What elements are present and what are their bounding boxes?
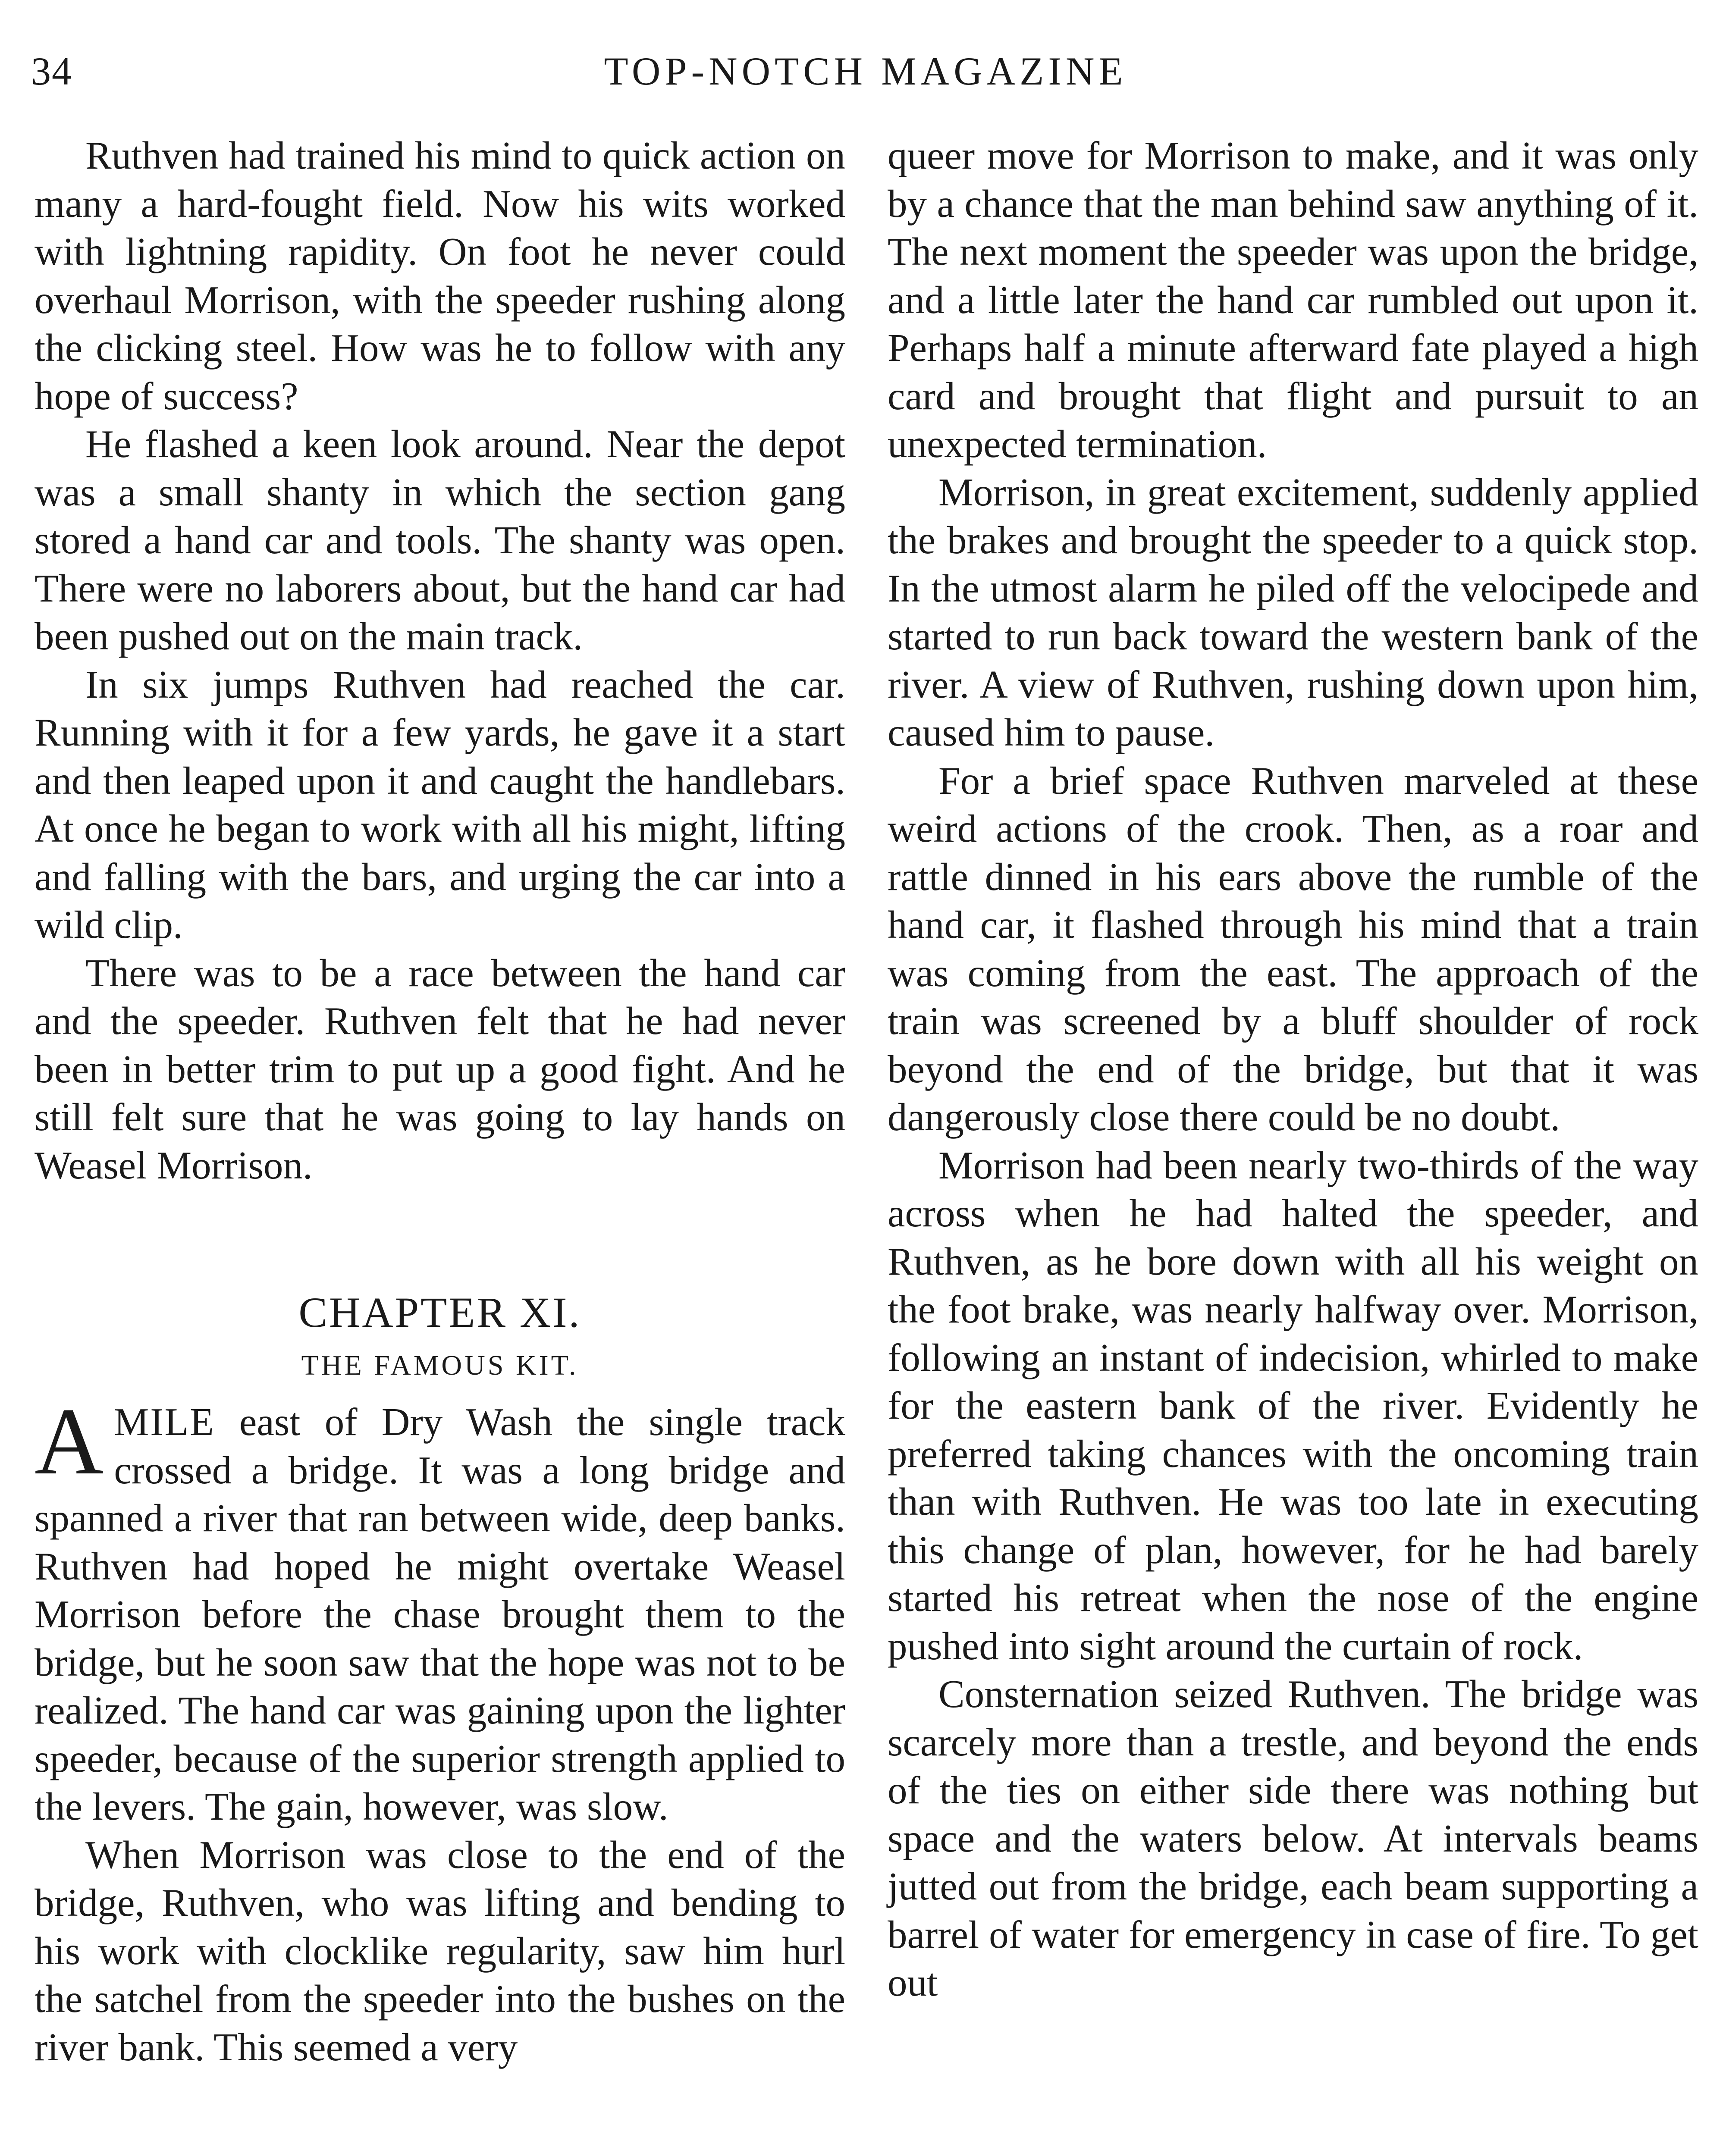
continued-paragraph: queer move for Morrison to make, and it was only by a chance that the man behind saw anything of it. The next moment the speeder was upon the bridge, and a little later the hand car rumbled out upon it. Perhaps half a minute afterward fate played a high card and brought that flight and pursuit to an unexpected termination. [888,134,1698,466]
paragraph: Ruthven had trained his mind to quick action on many a hard-fought field. Now his wits worked with lightning rapidity. On foot he never could overhaul Morrison, with the speeder rushing along the clicking steel. How was he to follow with any hope of success? [35,134,845,418]
chapter-subtitle: THE FAMOUS KIT. [301,1350,579,1381]
drop-cap: A [35,1388,104,1495]
paragraph: Consternation seized Ruthven. The bridge was scarcely more than a trestle, and beyond the ends of the ties on either side there was nothing but space and the waters below. At intervals beams jutted out from the bridge, each beam supporting a barrel of water for emergency in case of fire. To get out [888,1672,1698,2004]
paragraph: Morrison had been nearly two-thirds of the way across when he had halted the speeder, and Ruthven, as he bore down with all his weight on the foot brake, was nearly halfway over. Morrison, following an instant of indecision, whirled to make for the eastern bank of the river. Evidently he preferred taking chances with the oncoming train than with Ruthven. He was too late in executing this change of plan, however, for he had barely started his retreat when the nose of the engine pushed into sight around the curtain of rock. [888,1143,1698,1668]
page-header [31,45,1700,97]
paragraph: He flashed a keen look around. Near the depot was a small shanty in which the section gang stored a hand car and tools. The shanty was open. There were no laborers about, but the hand car had been pushed out on the main track. [35,422,845,658]
paragraph: Morrison, in great excitement, suddenly applied the brakes and brought the speeder to a quick stop. In the utmost alarm he piled off the velocipede and started to run back toward the western bank of the river. A view of Ruthven, rushing down upon him, caused him to pause. [888,470,1698,754]
page-number: 34 [31,49,72,93]
chapter-heading: CHAPTER XI. [298,1288,581,1336]
opening-word: MILE [114,1400,215,1444]
paragraph: When Morrison was close to the end of the bridge, Ruthven, who was lifting and bending to his work with clocklike regularity, saw him hurl the satchel from the speeder into the bushes on the river bank. This seemed a very [35,1833,845,2069]
paragraph: In six jumps Ruthven had reached the car. Running with it for a few yards, he gave it a start and then leaped upon it and caught the handlebars. At once he began to work with all his might, lifting and falling with the bars, and urging the car into a wild clip. [35,662,845,946]
right-column [888,132,1698,2007]
left-column [35,132,845,2071]
paragraph: There was to be a race between the hand car and the speeder. Ruthven felt that he had never been in better trim to put up a good fight. And he still felt sure that he was going to lay hands on Weasel Morrison. [35,951,845,1187]
running-head: TOP-NOTCH MAGAZINE [604,49,1127,93]
chapter-opening-paragraph [35,1388,845,1831]
opening-paragraph-text: east of Dry Wash the single track crossed a bridge. It was a long bridge and spanned a river that ran between wide, deep banks. Ruthven had hoped he might overtake Weasel Morrison before the chase brought them to the bridge, but he soon saw that the hope was not to be realized. The hand car was gaining upon the lighter speeder, because of the superior strength applied to the levers. The gain, however, was slow. [35,1400,845,1828]
paragraph: For a brief space Ruthven marveled at these weird actions of the crook. Then, as a roar and rattle dinned in his ears above the rumble of the hand car, it flashed through his mind that a train was coming from the east. The approach of the train was screened by a bluff shoulder of rock beyond the end of the bridge, but that it was dangerously close there could be no doubt. [888,758,1698,1139]
